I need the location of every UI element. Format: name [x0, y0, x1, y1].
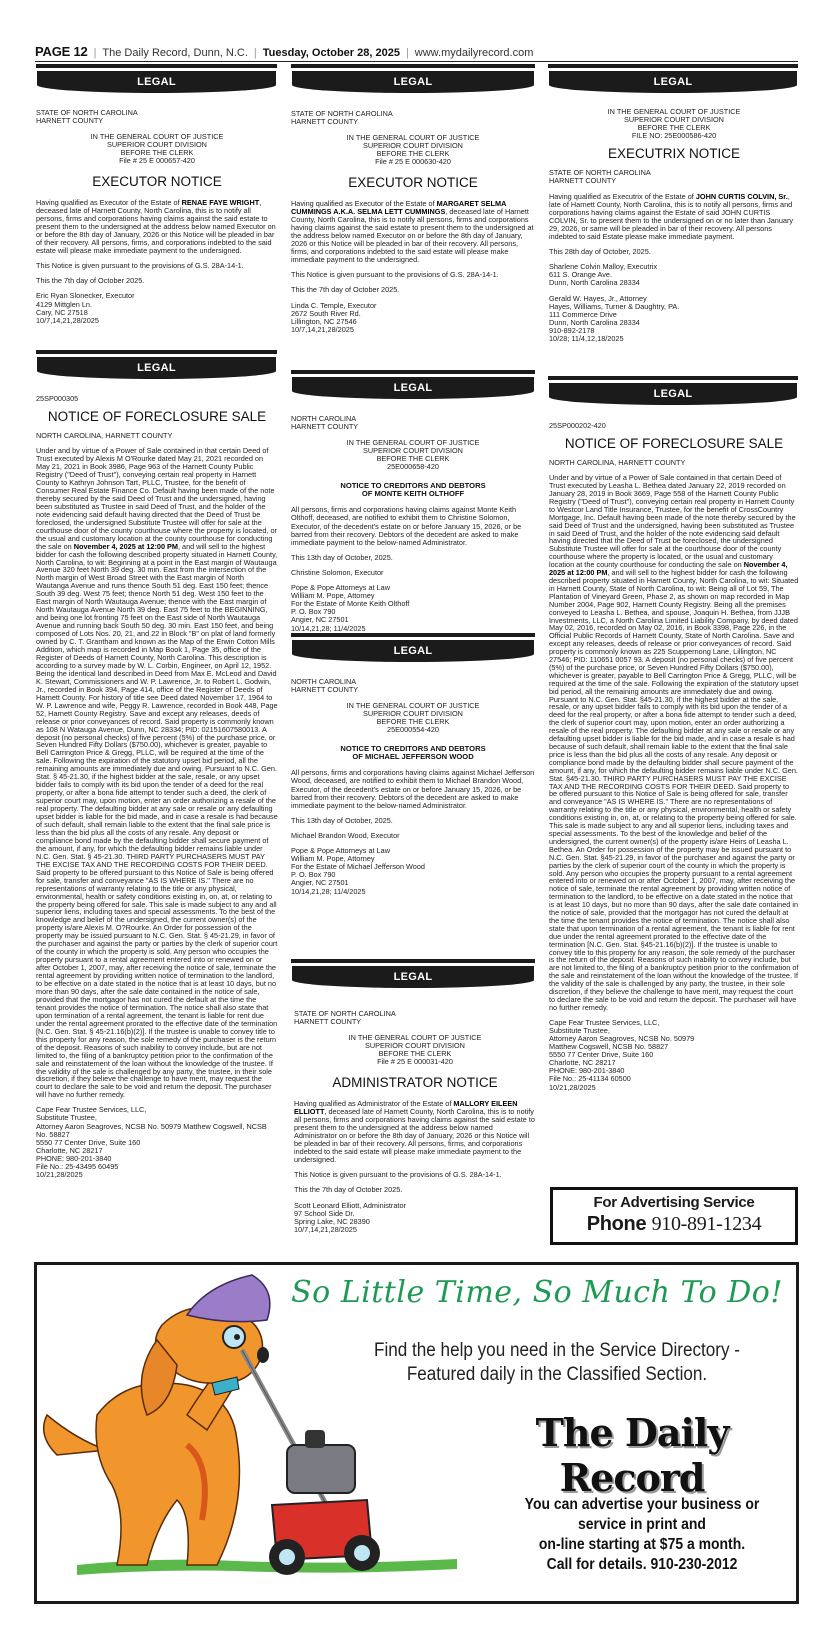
court-block: IN THE GENERAL COURT OF JUSTICE SUPERIOR COURT DIVISION BEFORE THE CLERK File # 25 E 000657-420	[36, 133, 278, 165]
notice-title: NOTICE OF FORECLOSURE SALE	[564, 436, 784, 452]
court-block: IN THE GENERAL COURT OF JUSTICE SUPERIOR COURT DIVISION BEFORE THE CLERK FILE NO: 25E000586-420	[549, 108, 799, 140]
notice-body: Having qualified as Executrix of the Estate of JOHN CURTIS COLVIN, Sr., late of Harnett County, North Carolina, this is to notify all persons, firms and corporations having claims against the Estate of said JOHN CURTIS COLVIN, Sr. to present them to the undersigned on or no later than January 29, 2026, or same will be pleaded in bar of their recovery. All persons indebted to said Estate please make immediate payment.	[549, 191, 794, 242]
page-masthead	[35, 44, 798, 59]
foreclosure-notice-bethea: 25SP000202-420 NOTICE OF FORECLOSURE SALE NORTH CAROLINA, HARNETT COUNTY Under and by virtue of a Power of Sale contained in that certain Deed of Trust executed by Leasha L. Bethea dated January 22, 2019 recorded on January 28, 2019 in Book 3669, Page 558 of the Harnett County Public Registry ("Deed of Trust"), conveying certain real property in Harnett County to Westcor Land Title Insurance, Trustee, for the benefit of CrossCountry Mortgage, Inc. Default having been made of the note thereby secured by the said Deed of Trust and the undersigned, having been substituted as Trustee in said Deed of Trust, and the holder of the note evidencing said default having directed that the Deed of Trust be foreclosed, the undersigned Substitute Trustee will offer for sale at the courthouse door of the county courthouse where the property is located, or the usual and customary location at the county courthouse for conducting the sale on November 4, 2025 at 12:00 PM, and will sell to the highest bidder for cash the following described property situated in Harnett County, North Carolina, to wit: Situated in Harnett County, State of North Carolina, to wit: Being all of Lot 59, The Plantation of Vineyard Green, Phase 2, as shown on map recorded in Map Number 2004, Page 902, Harnett County Registry. Being all the premises conveyed to Leasha L. Bethea, and spouse, Joaquin H. Bethea, from JJJB Investments, LLC, a North Carolina Limited Liability Company, by deed dated May 02, 2016, recorded on May 02, 2016, in Book 3398, Page 226, in the Official Public Records of Harnett County, State of North Carolina. Save and except any releases, deeds of release or prior conveyances of record. Said property is commonly known as 225 Scuppernong Lane, Lillington, NC 27546; PID: 110651 0057 93. A deposit (no personal checks) of five percent (5%) of the purchase price, or Seven Hundred Fifty Dollars ($750.00), whichever is greater, payable to Bell Carrington Price & Gregg, PLLC, will be required at the time of the sale. Following the expiration of the statutory upset bid period, all the remaining amounts are immediately due and owing. Pursuant to N.C. Gen. Stat. §45-21.30, if the highest bidder at the sale, resale, or any upset bidder fails to comply with its bid upon the tender of a deed for the real property, or after a bona fide attempt to tender such a deed, the clerk of superior court may, upon motion, enter an order authorizing a resale of the real property. The defaulting bidder at any sale or resale or any defaulting upset bidder is liable for the bid made, and in case a resale is had because of such default, shall remain liable to the extent that the final sale price is less than the bid plus all the costs of any resale. Any deposit or compliance bond made by the defaulting bidder shall secure payment of the amount, if any, for which the defaulting bidder remains liable under N.C. Gen. Stat. §45-21.30. THIRD PARTY PURCHASERS MUST PAY THE EXCISE TAX AND THE RECORDING COSTS FOR THEIR DEED. Said property to be offered pursuant to this Notice of Sale is being offered for sale, transfer and conveyance "AS IS WHERE IS." There are no representations of warranty relating to the title or any physical, environmental, health or safety conditions existing in, on, at, or relating to the property being offered for sale. This sale is made subject to any and all superior liens, including taxes and special assessments. To the best of the knowledge and belief of the undersigned, the current owner(s) of the property is/are Heirs of Leasha L. Bethea. An Order for possession of the property may be issued pursuant to N.C. Gen. Stat. §45-21.29, in favor of the purchaser and against the party or parties by the clerk of superior court of the county in which the property is sold. Any person who occupies the property pursuant to a rental agreement entered into or renewed on or after October 1, 2007, may, after receiving the notice of sale, terminate the rental agreement by providing written notice of termination to the landlord, to be effective on a date stated in the notice that is at least 10 days, but no more than 90 days, after the sale date contained in the notice of sale, provided that the mortgagor has not cured the default at the time the tenant provides the notice of termination. The notice shall also state that upon termination of a rental agreement, the tenant is liable for rent due under the rental agreement prorated to the effective date of the termination [N.C. Gen. Stat. §45-21.16(b)(2)]. If the trustee is unable to convey title to this property for any reason, the sole remedy of the purchaser is the return of the deposit. Reasons of such inability to convey include, but are not limited to, the filing of a bankruptcy petition prior to the confirmation of the sale and reinstatement of the loan without the knowledge of the trustee. If the validity of the sale is challenged by any party, the trustee, in their sole discretion, if they believe the challenge to have merit, may request the court to declare the sale to be void and return the deposit. The purchaser will have no further remedy. Cape Fear Trustee Services, LLC, Substitute Trustee, Attorney Aaron Seagroves, NCSB No. 50979 Matthew Cogswell, NCSB No. 58827 5550 77 Center Drive, Suite 160 Charlotte, NC 28217 PHONE: 980-201-3840 File No.: 25-41134 60500 10/21,28/2025	[549, 421, 799, 1092]
notice-title: EXECUTOR NOTICE	[92, 173, 222, 189]
publication-name: The Daily Record, Dunn, N.C.	[102, 47, 248, 59]
county-line: HARNETT COUNTY	[36, 116, 104, 126]
notice-title: EXECUTOR NOTICE	[348, 174, 478, 190]
creditors-notice-olthoff: NORTH CAROLINA HARNETT COUNTY IN THE GENERAL COURT OF JUSTICE SUPERIOR COURT DIVISION BEFORE THE CLERK 25E000658-420 NOTICE TO CREDITORS AND DEBTORS OF MONTE KEITH OLTHOFF All persons, firms and corporations having claims against Monte Keith Olthoff, deceased, are notified to exhibit them to Christine Solomon, Executor, of the decedent's estate on or before January 15, 2026, or be barred from their recovery. Debtors of the decedent are asked to make immediate payment to the below-named Administrator. This 13th day of October, 2025. Christine Solomon, Executor Pope & Pope Attorneys at Law William M. Pope, Attorney For the Estate of Monte Keith Olthoff P. O. Box 790 Angier, NC 27501 10/14,21,28; 11/4/2025	[291, 415, 535, 633]
run-dates: 10/14,21,28; 11/4/2025	[291, 886, 366, 896]
promo-advertise-text: You can advertise your business or service in print and on-line starting at $75 a month. Call for details. 910-230-2012	[507, 1495, 777, 1575]
executor-notice-cummings: STATE OF NORTH CAROLINA HARNETT COUNTY IN THE GENERAL COURT OF JUSTICE SUPERIOR COURT DIVISION BEFORE THE CLERK File # 25 E 000630-420 EXECUTOR NOTICE Having qualified as Executor of the Estate of MARGARET SELMA CUMMINGS A.K.A. SELMA LETT CUMMINGS, deceased late of Harnett County, North Carolina, this is to notify all persons, firms and corporations having claims against the said estate to present them to the undersigned at the address below named Executor on or before the 8th day of January, 2026 or this Notice will be pleaded in bar of their recovery. All persons, firms, and corporations indebted to the said estate will please make immediate payment to the undersigned. This Notice is given pursuant to the provisions of G.S. 28A-14-1. This the 7th day of October 2025. Linda C. Temple, Executor 2672 South River Rd. Lillington, NC 27546 10/7,14,21,28/2025	[291, 109, 534, 334]
legal-banner: LEGAL	[291, 370, 535, 400]
court-block: IN THE GENERAL COURT OF JUSTICE SUPERIOR COURT DIVISION BEFORE THE CLERK 25E000554-420	[291, 702, 535, 734]
legal-banner: LEGAL	[291, 64, 535, 94]
notice-body: Having qualified as Executor of the Estate of MARGARET SELMA CUMMINGS A.K.A. SELMA LETT CUMMINGS, deceased late of Harnett County, North Carolina, this is to notify all persons, firms and corporations having claims against the said estate to present them to the undersigned at the address below named Executor on or before the 8th day of January, 2026 or this Notice will be pleaded in bar of their recovery. All persons, firms, and corporations indebted to the said estate will please make immediate payment to the undersigned.	[291, 198, 534, 265]
ad-service-heading: For Advertising Service	[593, 1194, 755, 1211]
run-dates: 10/7,14,21,28/2025	[294, 1224, 357, 1234]
notice-title: NOTICE TO CREDITORS AND DEBTORS OF MONTE KEITH OLTHOFF	[340, 480, 486, 498]
notice-body: All persons, firms and corporations having claims against Monte Keith Olthoff, deceased, are notified to exhibit them to Christine Solomon, Executor, of the decedent's estate on or before January 15, 2026, or be barred from their recovery. Debtors of the decedent are asked to make immediate payment to the below-named Administrator.	[291, 505, 522, 547]
promo-subtitle: Find the help you need in the Service Directory - Featured daily in the Classified Section.	[374, 1340, 740, 1385]
notice-title: EXECUTRIX NOTICE	[607, 146, 740, 162]
executor-notice-wright: STATE OF NORTH CAROLINA HARNETT COUNTY IN THE GENERAL COURT OF JUSTICE SUPERIOR COURT DIVISION BEFORE THE CLERK File # 25 E 000657-420 EXECUTOR NOTICE Having qualified as Executor of the Estate of RENAE FAYE WRIGHT, deceased late of Harnett County, North Carolina, this is to notify all persons, firms and corporations having claims against the said estate to present them to the undersigned at the address below named Executor on or before the 8th day of January, 2026 or this Notice will be pleaded in bar of their recovery. All persons, firms, and corporations indebted to the said estate will please make immediate payment to the undersigned. This Notice is given pursuant to the provisions of G.S. 28A-14-1. This the 7th day of October 2025. Eric Ryan Slonecker, Executor 4129 Mittglen Ln. Cary, NC 27518 10/7,14,21,28/2025	[36, 109, 278, 325]
run-dates: 10/21,28/2025	[549, 1082, 596, 1092]
legal-banner: LEGAL	[548, 64, 798, 94]
promo-headline: So Little Time, So Much To Do!	[291, 1275, 783, 1310]
notice-title: NOTICE OF FORECLOSURE SALE	[47, 409, 267, 425]
administrator-notice-elliott: STATE OF NORTH CAROLINA HARNETT COUNTY IN THE GENERAL COURT OF JUSTICE SUPERIOR COURT DIVISION BEFORE THE CLERK File # 25 E 000031-420 ADMINISTRATOR NOTICE Having qualified as Administrator of the Estate of MALLORY EILEEN ELLIOTT, deceased late of Harnett County, North Carolina, this is to notify all persons, firms and corporations having claims against the said estate to present them to the undersigned at the address below named Administrator on or before the 8th day of January, 2026 or this Notice will be pleaded in bar of their recovery. All persons, firms, and corporations indebted to the said estate will please make immediate payment to the undersigned. This Notice is given pursuant to the provisions of G.S. 28A-14-1. This the 7th day of October 2025. Scott Leonard Elliott, Administrator 97 School Side Dr. Spring Lake, NC 28390 10/7,14,21,28/2025	[294, 1009, 535, 1234]
issue-date: Tuesday, October 28, 2025	[262, 47, 400, 59]
legal-banner: LEGAL	[291, 959, 535, 989]
file-number: 25E000658-420	[387, 462, 439, 472]
website-link[interactable]: www.mydailyrecord.com	[414, 47, 534, 59]
notice-body: Under and by virtue of a Power of Sale contained in that certain Deed of Trust executed by Alexis M O'Rourke dated May 21, 2021 recorded on May 21, 2021 in Book 3986, Page 963 of the Harnett County Public Registry ("Deed of Trust"), conveying certain real property in Harnett County to Kathryn Johnson Tart, PLLC, Trustee, for the benefit of Consumer Real Estate Finance Co. Default having been made of the note thereby secured by the said Deed of Trust and the undersigned, having been substituted as Trustee in said Deed of Trust, and the holder of the note evidencing said default having directed that the Deed of Trust be foreclosed, the undersigned Substitute Trustee will offer for sale at the courthouse door of the county courthouse where the property is located, or the usual and customary location at the county courthouse for conducting the sale on November 4, 2025 at 12:00 PM, and will sell to the highest bidder for cash the following described property situated in Harnett County, North Carolina, to wit: Beginning at a point in the East margin of Wautauga Avenue 320 feet North 39 deg. 30 min. East from the intersection of the North margin of West Broad Street with the East margin of North Wautanga Avenue and runs thence South 51 deg. East 150 feet; thence South 39 deg. West 75 feet; thence North 51 deg. West 150 feet to the East margin of North Wautauga Avenue; thence with the East margin of North Wautauga Avenue North 39 deg. East 75 feet to the BEGINNING, and being one lot fronting 75 feet on the East side of North Wautauga Avenue and running back South 50 deg. 30 min. East 150 feet, and being composed of Lots Nos. 20, 21, and 22 in Block "B" on plat of land formerly owned by C. T. Grantham and known as the Map of the Erwin Cotton Mills Addition, which map is recorded in Map Book 1, Page 35, office of the Register of Deeds of Harnett County, North Carolina. This description is according to a survey made by W. L. Corbin, Engineer, on April 12, 1952. Being the identical land described in Deed from Max E. McLeod and David K. Stewart, Commissioners and W. P. Lawrence, Jr. to Robert L. Godwin, Jr., recorded in Book 394, Page 414, office of the Register of Deeds of Harnett County. For history of title see Deed dated November 17, 1964 to W. P. Lawrence and wife, Peggy R. Lawrence, recorded in Book 448, Page 52, Harnett County Registry. Save and except any releases, deeds of release or prior conveyances of record. Said property is commonly known as 108 N Wataugа Avenue, Dunn, NC 28334; PID: 02151607580013. A deposit (no personal checks) of five percent (5%) of the purchase price, or Seven Hundred Fifty Dollars ($750.00), whichever is greater, payable to Bell Carrington Price & Gregg, PLLC, will be required at the time of the sale. Following the expiration of the statutory upset bid period, all the remaining amounts are immediately due and owing. Pursuant to N.C. Gen. Stat. § 45-21.30, if the highest bidder at the sale, resale, or any upset bidder fails to comply with its bid upon the tender of a deed for the real property, or after a bona fide attempt to tender such a deed, the clerk of superior court may, upon motion, enter an order authorizing a resale of the real property. The defaulting bidder at any sale or resale or any defaulting upset bidder is liable for the bid made, and in case a resale is had because of such default, shall remain liable to the extent that the final sale price is less than the bid plus all the costs of any resale. Any deposit or compliance bond made by the defaulting bidder shall secure payment of the amount, if any, for which the defaulting bidder remains liable under N.C. Gen. Stat. § 45-21.30. THIRD PARTY PURCHASERS MUST PAY THE EXCISE TAX AND THE RECORDING COSTS FOR THEIR DEED. Said property to be offered pursuant to this Notice of Sale is being offered for sale, transfer and conveyance "AS IS WHERE IS." There are no representations of warranty relating to the title or any physical, environmental, health or safety conditions existing in, on, at, or relating to the property being offered for sale. This sale is made subject to any and all superior liens, including taxes and special assessments. To the best of the knowledge and belief of the undersigned, the current owner(s) of the property is/are Alexis M. O?Rourke. An Order for possession of the property may be issued pursuant to N.C. Gen. Stat. § 45-21.29, in favor of the purchaser and against the party or parties by the clerk of superior court of the county in which the property is sold. Any person who occupies the property pursuant to a rental agreement entered into or renewed on or after October 1, 2007, may, after receiving the notice of sale, terminate the rental agreement by providing written notice of termination to the landlord, to be effective on a date stated in the notice that is at least 10 days, but no more than 90 days, after the sale date contained in the notice of sale, provided that the mortgagor has not cured the default at the time the tenant provides the notice of termination. The notice shall also state that upon termination of a rental agreement, the tenant is liable for rent due under the rental agreement prorated to the effective date of the termination [N.C. Gen. Stat. § 45-21.16(b)(2)]. If the trustee is unable to convey title to this property for any reason, the sole remedy of the purchaser is the return of the deposit. Reasons of such inability to convey include, but are not limited to, the filing of a bankruptcy petition prior to the confirmation of the sale and reinstatement of the loan without the knowledge of the trustee. If the validity of the sale is challenged by any party, the trustee, in their sole discretion, if they believe the challenge to have merit, may request the court to declare the sale to be void and return the deposit. The purchaser will have no further remedy.	[36, 446, 278, 1100]
ad-service-phone[interactable]: Phone 910-891-1234	[586, 1213, 762, 1235]
separator: |	[253, 47, 257, 59]
separator: |	[93, 47, 97, 59]
page-number: PAGE 12	[35, 44, 88, 59]
run-dates: 10/28; 11/4,12,18/2025	[549, 333, 624, 343]
legal-banner: LEGAL	[36, 64, 277, 94]
court-block: IN THE GENERAL COURT OF JUSTICE SUPERIOR COURT DIVISION BEFORE THE CLERK File # 25 E 000031-420	[294, 1034, 536, 1066]
header-rule	[35, 61, 798, 62]
separator: |	[405, 47, 409, 59]
notice-body: Under and by virtue of a Power of Sale contained in that certain Deed of Trust executed by Leasha L. Bethea dated January 22, 2019 recorded on January 28, 2019 in Book 3669, Page 558 of the Harnett County Public Registry ("Deed of Trust"), conveying certain real property in Harnett County to Westcor Land Title Insurance, Trustee, for the benefit of CrossCountry Mortgage, Inc. Default having been made of the note thereby secured by the said Deed of Trust and the undersigned, having been substituted as Trustee in said Deed of Trust, and the holder of the note evidencing said default having directed that the Deed of Trust be foreclosed, the undersigned Substitute Trustee will offer for sale at the courthouse door of the county courthouse where the property is located, or the usual and customary location at the county courthouse for conducting the sale on November 4, 2025 at 12:00 PM, and will sell to the highest bidder for cash the following described property situated in Harnett County, North Carolina, to wit: Situated in Harnett County, State of North Carolina, to wit: Being all of Lot 59, The Plantation of Vineyard Green, Phase 2, as shown on map recorded in Map Number 2004, Page 902, Harnett County Registry. Being all the premises conveyed to Leasha L. Bethea, and spouse, Joaquin H. Bethea, from JJJB Investments, LLC, a North Carolina Limited Liability Company, by deed dated May 02, 2016, recorded on May 02, 2016, in Book 3398, Page 226, in the Official Public Records of Harnett County, State of North Carolina. Save and except any releases, deeds of release or prior conveyances of record. Said property is commonly known as 225 Scuppernong Lane, Lillington, NC 27546; PID: 110651 0057 93. A deposit (no personal checks) of five percent (5%) of the purchase price, or Seven Hundred Fifty Dollars ($750.00), whichever is greater, payable to Bell Carrington Price & Gregg, PLLC, will be required at the time of the sale. Following the expiration of the statutory upset bid period, all the remaining amounts are immediately due and owing. Pursuant to N.C. Gen. Stat. §45-21.30, if the highest bidder at the sale, resale, or any upset bidder fails to comply with its bid upon the tender of a deed for the real property, or after a bona fide attempt to tender such a deed, the clerk of superior court may, upon motion, enter an order authorizing a resale of the real property. The defaulting bidder at any sale or resale or any defaulting upset bidder is liable for the bid made, and in case a resale is had because of such default, shall remain liable to the extent that the final sale price is less than the bid plus all the costs of any resale. Any deposit or compliance bond made by the defaulting bidder shall secure payment of the amount, if any, for which the defaulting bidder remains liable under N.C. Gen. Stat. §45-21.30. THIRD PARTY PURCHASERS MUST PAY THE EXCISE TAX AND THE RECORDING COSTS FOR THEIR DEED. Said property to be offered pursuant to this Notice of Sale is being offered for sale, transfer and conveyance "AS IS WHERE IS." There are no representations of warranty relating to the title or any physical, environmental, health or safety conditions existing in, on, at, or relating to the property being offered for sale. This sale is made subject to any and all superior liens, including taxes and special assessments. To the best of the knowledge and belief of the undersigned, the current owner(s) of the property is/are Heirs of Leasha L. Bethea. An Order for possession of the property may be issued pursuant to N.C. Gen. Stat. §45-21.29, in favor of the purchaser and against the party or parties by the clerk of superior court of the county in which the property is sold. Any person who occupies the property pursuant to a rental agreement entered into or renewed on or after October 1, 2007, may, after receiving the notice of sale, terminate the rental agreement by providing written notice of termination to the landlord, to be effective on a date stated in the notice that is at least 10 days, but no more than 90 days, after the sale date contained in the notice of sale, provided that the mortgagor has not cured the default at the time the tenant provides the notice of termination. The notice shall also state that upon termination of a rental agreement, the tenant is liable for rent due under the rental agreement prorated to the effective date of the termination [N.C. Gen. Stat. §45-21.16(b)(2)]. If the trustee is unable to convey title to this property for any reason, the sole remedy of the purchaser is the return of the deposit. Reasons of such inability to convey include, but are not limited to, the filing of a bankruptcy petition prior to the confirmation of the sale and reinstatement of the loan without the knowledge of the trustee. If the validity of the sale is challenged by any party, the trustee, in their sole discretion, if they believe the challenge to have merit, may request the court to declare the sale to be void and return the deposit. The purchaser will have no further remedy.	[549, 473, 799, 1012]
run-dates: 10/7,14,21,28/2025	[36, 315, 99, 325]
file-number: File # 25 E 000657-420	[119, 156, 195, 166]
legal-banner: LEGAL	[36, 350, 277, 380]
signer: Linda C. Temple, Executor	[291, 300, 377, 310]
notice-body: Having qualified as Administrator of the Estate of MALLORY EILEEN ELLIOTT, deceased late of Harnett County, North Carolina, this is to notify all persons, firms and corporations having claims against the said estate to present them to the undersigned at the address below named Administrator on or before the 8th day of January, 2026 or this Notice will be pleaded in bar of their recovery. All persons, firms, and corporations indebted to the said estate will please make immediate payment to the undersigned.	[294, 1098, 535, 1165]
notice-title: NOTICE TO CREDITORS AND DEBTORS OF MICHAEL JEFFERSON WOOD	[340, 743, 486, 761]
creditors-notice-wood: NORTH CAROLINA HARNETT COUNTY IN THE GENERAL COURT OF JUSTICE SUPERIOR COURT DIVISION BEFORE THE CLERK 25E000554-420 NOTICE TO CREDITORS AND DEBTORS OF MICHAEL JEFFERSON WOOD All persons, firms and corporations having claims against Michael Jefferson Wood, deceased, are notified to exhibit them to Michael Brandon Wood, Executor, of the decedent's estate on or before January 15, 2026, or be barred from their recovery. Debtors of the decedent are asked to make immediate payment to the below-named Administrator. This 13th day of October, 2025. Michael Brandon Wood, Executor Pope & Pope Attorneys at Law William M. Pope, Attorney For the Estate of Michael Jefferson Wood P. O. Box 790 Angier, NC 27501 10/14,21,28; 11/4/2025	[291, 677, 535, 896]
statute-line: This Notice is given pursuant to the provisions of G.S. 28A-14-1.	[36, 261, 244, 271]
legal-banner: LEGAL	[548, 376, 798, 406]
dated-line: This the 7th day of October 2025.	[36, 276, 145, 286]
executrix-notice-colvin: IN THE GENERAL COURT OF JUSTICE SUPERIOR COURT DIVISION BEFORE THE CLERK FILE NO: 25E000586-420 EXECUTRIX NOTICE STATE OF NORTH CAROLINA HARNETT COUNTY Having qualified as Executrix of the Estate of JOHN CURTIS COLVIN, Sr., late of Harnett County, North Carolina, this is to notify all persons, firms and corporations having claims against the Estate of said JOHN CURTIS COLVIN, Sr. to present them to the undersigned on or no later than January 29, 2026, or same will be pleaded in bar of their recovery. All persons indebted to said Estate please make immediate payment. This 28th day of October, 2025. Sharlene Colvin Malloy, Executrix 611 S. Orange Ave. Dunn, North Carolina 28334 Gerald W. Hayes, Jr., Attorney Hayes, Williams, Turner & Daughtry, PA. 111 Commerce Drive Dunn, North Carolina 28334 910-892-2178 10/28; 11/4,12,18/2025	[549, 108, 799, 343]
service-directory-promo	[34, 1262, 799, 1604]
court-block: IN THE GENERAL COURT OF JUSTICE SUPERIOR COURT DIVISION BEFORE THE CLERK File # 25 E 000630-420	[291, 134, 535, 166]
notice-title: ADMINISTRATOR NOTICE	[332, 1074, 498, 1090]
case-number: 25SP000202-420	[549, 421, 606, 430]
signer: Sharlene Colvin Malloy, Executrix	[549, 262, 658, 272]
phone-number: 910-892-2178	[549, 325, 595, 335]
run-dates: 10/7,14,21,28/2025	[291, 324, 354, 334]
promo-phone[interactable]: Call for details. 910-230-2012	[546, 1556, 738, 1573]
file-number: File # 25 E 000031-420	[377, 1057, 453, 1067]
daily-record-logo: The Daily Record	[535, 1410, 729, 1500]
signer: Michael Brandon Wood, Executor	[291, 830, 400, 840]
legal-banner: LEGAL	[291, 633, 535, 663]
court-block: IN THE GENERAL COURT OF JUSTICE SUPERIOR COURT DIVISION BEFORE THE CLERK 25E000658-420	[291, 439, 535, 471]
signer: Eric Ryan Slonecker, Executor	[36, 291, 135, 301]
signer: Christine Solomon, Executor	[291, 567, 384, 577]
case-number: 25SP000305	[36, 394, 79, 403]
run-dates: 10/14,21,28; 11/4/2025	[291, 623, 366, 633]
notice-body: Having qualified as Executor of the Estate of RENAE FAYE WRIGHT, deceased late of Harnett County, North Carolina, this is to notify all persons, firms and corporations having claims against the said estate to present them to the undersigned at the address below named Executor on or before the 8th day of January, 2026 or this Notice will be pleaded in bar of their recovery. All persons, firms, and corporations indebted to the said estate will please make immediate payment to the undersigned.	[36, 197, 276, 256]
file-number: File # 25 E 000630-420	[375, 157, 451, 167]
state-line: STATE OF NORTH CAROLINA	[36, 108, 138, 117]
notice-body: All persons, firms and corporations having claims against Michael Jefferson Wood, deceased, are notified to exhibit them to Michael Brandon Wood, Executor, of the decedent's estate on or before January 15, 2026, or be barred from their recovery. Debtors of the decedent are asked to make immediate payment to the below-named Administrator.	[291, 768, 535, 810]
file-number: 25E000554-420	[387, 725, 439, 735]
signer: Scott Leonard Elliott, Administrator	[294, 1200, 406, 1210]
file-number: FILE NO: 25E000586-420	[631, 131, 717, 141]
advertising-service-box	[550, 1187, 798, 1245]
dog-mowing-lawn-illustration	[37, 1265, 477, 1604]
run-dates: 10/21,28/2025	[36, 1170, 83, 1180]
foreclosure-notice-orourke: 25SP000305 NOTICE OF FORECLOSURE SALE NORTH CAROLINA, HARNETT COUNTY Under and by virtue of a Power of Sale contained in that certain Deed of Trust executed by Alexis M O'Rourke dated May 21, 2021 recorded on May 21, 2021 in Book 3986, Page 963 of the Harnett County Public Registry ("Deed of Trust"), conveying certain real property in Harnett County to Kathryn Johnson Tart, PLLC, Trustee, for the benefit of Consumer Real Estate Finance Co. Default having been made of the note thereby secured by the said Deed of Trust and the undersigned, having been substituted as Trustee in said Deed of Trust, and the holder of the note evidencing said default having directed that the Deed of Trust be foreclosed, the undersigned Substitute Trustee will offer for sale at the courthouse door of the county courthouse where the property is located, or the usual and customary location at the county courthouse for conducting the sale on November 4, 2025 at 12:00 PM, and will sell to the highest bidder for cash the following described property situated in Harnett County, North Carolina, to wit: Beginning at a point in the East margin of Wautauga Avenue 320 feet North 39 deg. 30 min. East from the intersection of the North margin of West Broad Street with the East margin of North Wautanga Avenue and runs thence South 51 deg. East 150 feet; thence South 39 deg. West 75 feet; thence North 51 deg. West 150 feet to the East margin of North Wautauga Avenue; thence with the East margin of North Wautauga Avenue North 39 deg. East 75 feet to the BEGINNING, and being one lot fronting 75 feet on the East side of North Wautauga Avenue and running back South 50 deg. 30 min. East 150 feet, and being composed of Lots Nos. 20, 21, and 22 in Block "B" on plat of land formerly owned by C. T. Grantham and known as the Map of the Erwin Cotton Mills Addition, which map is recorded in Map Book 1, Page 35, office of the Register of Deeds of Harnett County, North Carolina. This description is according to a survey made by W. L. Corbin, Engineer, on April 12, 1952. Being the identical land described in Deed from Max E. McLeod and David K. Stewart, Commissioners and W. P. Lawrence, Jr. to Robert L. Godwin, Jr., recorded in Book 394, Page 414, office of the Register of Deeds of Harnett County. For history of title see Deed dated November 17, 1964 to W. P. Lawrence and wife, Peggy R. Lawrence, recorded in Book 448, Page 52, Harnett County Registry. Save and except any releases, deeds of release or prior conveyances of record. Said property is commonly known as 108 N Wataugа Avenue, Dunn, NC 28334; PID: 02151607580013. A deposit (no personal checks) of five percent (5%) of the purchase price, or Seven Hundred Fifty Dollars ($750.00), whichever is greater, payable to Bell Carrington Price & Gregg, PLLC, will be required at the time of the sale. Following the expiration of the statutory upset bid period, all the remaining amounts are immediately due and owing. Pursuant to N.C. Gen. Stat. § 45-21.30, if the highest bidder at the sale, resale, or any upset bidder fails to comply with its bid upon the tender of a deed for the real property, or after a bona fide attempt to tender such a deed, the clerk of superior court may, upon motion, enter an order authorizing a resale of the real property. The defaulting bidder at any sale or resale or any defaulting upset bidder is liable for the bid made, and in case a resale is had because of such default, shall remain liable to the extent that the final sale price is less than the bid plus all the costs of any resale. Any deposit or compliance bond made by the defaulting bidder shall secure payment of the amount, if any, for which the defaulting bidder remains liable under N.C. Gen. Stat. § 45-21.30. THIRD PARTY PURCHASERS MUST PAY THE EXCISE TAX AND THE RECORDING COSTS FOR THEIR DEED. Said property to be offered pursuant to this Notice of Sale is being offered for sale, transfer and conveyance "AS IS WHERE IS." There are no representations of warranty relating to the title or any physical, environmental, health or safety conditions existing in, on, at, or relating to the property being offered for sale. This sale is made subject to any and all superior liens, including taxes and special assessments. To the best of the knowledge and belief of the undersigned, the current owner(s) of the property is/are Alexis M. O?Rourke. An Order for possession of the property may be issued pursuant to N.C. Gen. Stat. § 45-21.29, in favor of the purchaser and against the party or parties by the clerk of superior court of the county in which the property is sold. Any person who occupies the property pursuant to a rental agreement entered into or renewed on or after October 1, 2007, may, after receiving the notice of sale, terminate the rental agreement by providing written notice of termination to the landlord, to be effective on a date stated in the notice that is at least 10 days, but no more than 90 days, after the sale date contained in the notice of sale, provided that the mortgagor has not cured the default at the time the tenant provides the notice of termination. The notice shall also state that upon termination of a rental agreement, the tenant is liable for rent due under the rental agreement prorated to the effective date of the termination [N.C. Gen. Stat. § 45-21.16(b)(2)]. If the trustee is unable to convey title to this property for any reason, the sole remedy of the purchaser is the return of the deposit. Reasons of such inability to convey include, but are not limited to, the filing of a bankruptcy petition prior to the confirmation of the sale and reinstatement of the loan without the knowledge of the trustee. If the validity of the sale is challenged by any party, the trustee, in their sole discretion, if they believe the challenge to have merit, may request the court to declare the sale to be void and return the deposit. The purchaser will have no further remedy. Cape Fear Trustee Services, LLC, Substitute Trustee, Attorney Aaron Seagroves, NCSB No. 50979 Matthew Cogswell, NCSB No. 58827 5550 77 Center Drive, Suite 160 Charlotte, NC 28217 PHONE: 980-201-3840 File No.: 25-43495 60495 10/21,28/2025	[36, 394, 278, 1180]
